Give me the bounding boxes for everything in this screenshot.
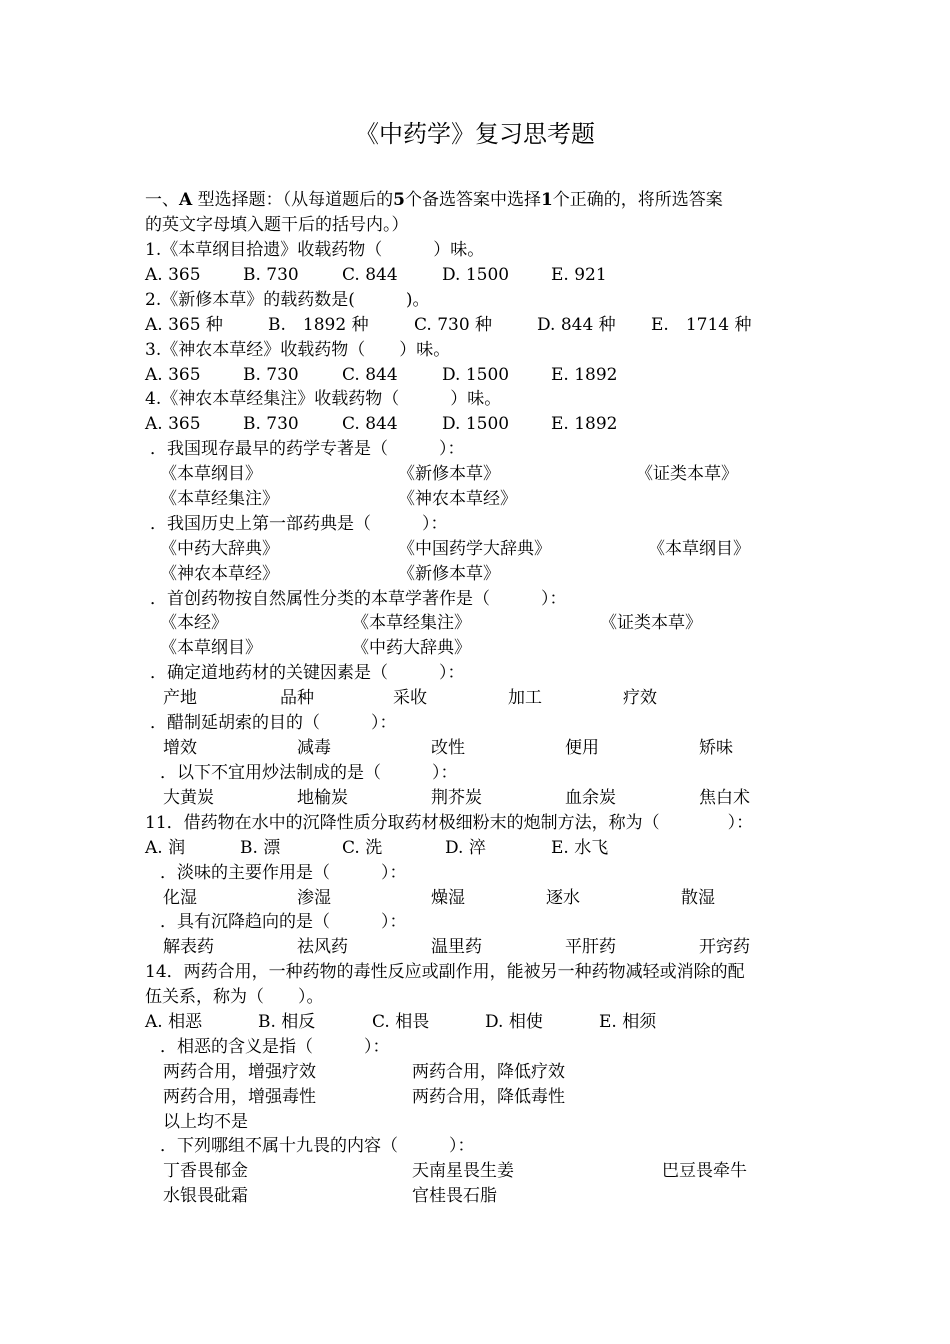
option: D. 844 种 [537, 315, 616, 335]
option: D. 淬 [445, 838, 486, 858]
option: B. 730 [243, 265, 299, 285]
option: 水银畏砒霜 [163, 1186, 248, 1206]
option: E. 1892 [551, 365, 618, 385]
question-8-stem: ．确定道地药材的关键因素是（ ）： [150, 663, 465, 683]
option: 血余炭 [565, 788, 616, 808]
option: 焦白术 [699, 788, 750, 808]
option: E. 1892 [551, 414, 618, 434]
option: C. 844 [342, 265, 398, 285]
question-11-stem: 11．借药物在水中的沉降性质分取药材极细粉末的炮制方法，称为（ ）： [145, 813, 754, 833]
question-9-stem: ．醋制延胡索的目的（ ）： [150, 713, 397, 733]
option: 平肝药 [565, 937, 616, 957]
option: 官桂畏石脂 [412, 1186, 497, 1206]
option: 两药合用，增强疗效 [163, 1062, 316, 1082]
option: 丁香畏郁金 [163, 1161, 248, 1181]
section-instructions [145, 188, 815, 238]
option: 减毒 [297, 738, 331, 758]
option: B. 730 [243, 414, 299, 434]
option: C. 相畏 [372, 1012, 430, 1032]
question-15-stem: ．相恶的含义是指（ ）： [160, 1037, 390, 1057]
option: A. 365 [145, 414, 201, 434]
option: E. 1714 种 [651, 315, 752, 335]
option: 《本草纲目》 [160, 638, 262, 658]
option: 荆芥炭 [431, 788, 482, 808]
option: 《中药大辞典》 [160, 539, 279, 559]
option: A. 润 [145, 838, 186, 858]
question-4-stem: 4.《神农本草经集注》收载药物（ ）味。 [145, 389, 502, 409]
option: A. 365 种 [145, 315, 223, 335]
option: 《本草经集注》 [160, 489, 279, 509]
option: A. 相恶 [145, 1012, 203, 1032]
option: B. 1892 种 [268, 315, 369, 335]
option: A. 365 [145, 365, 201, 385]
option: 《新修本草》 [398, 464, 500, 484]
option: 大黄炭 [163, 788, 214, 808]
option: 便用 [565, 738, 599, 758]
option: 以上均不是 [163, 1112, 248, 1132]
option: 《神农本草经》 [160, 564, 279, 584]
question-6-stem: ．我国历史上第一部药典是（ ）： [150, 514, 448, 534]
option: E. 921 [551, 265, 607, 285]
section-instructions-line2: 的英文字母填入题干后的括号内。） [145, 215, 409, 235]
option: C. 844 [342, 365, 398, 385]
option: 温里药 [431, 937, 482, 957]
option: 增效 [163, 738, 197, 758]
question-3-stem: 3.《神农本草经》收载药物（ ）味。 [145, 340, 451, 360]
question-16-stem: ．下列哪组不属十九畏的内容（ ）： [160, 1136, 475, 1156]
option: 化湿 [163, 888, 197, 908]
option: 两药合用，降低疗效 [412, 1062, 565, 1082]
question-5-stem: ．我国现存最早的药学专著是（ ）： [150, 439, 465, 459]
option: 《中国药学大辞典》 [398, 539, 551, 559]
option: B. 相反 [258, 1012, 316, 1032]
option: 燥湿 [431, 888, 465, 908]
document-title: 《中药学》复习思考题 [355, 120, 595, 148]
option: 两药合用，增强毒性 [163, 1087, 316, 1107]
option: 祛风药 [297, 937, 348, 957]
option: B. 730 [243, 365, 299, 385]
option: 《本草纲目》 [648, 539, 750, 559]
option: D. 1500 [442, 414, 510, 434]
option: 疗效 [623, 688, 657, 708]
question-10-stem: ．以下不宜用炒法制成的是（ ）： [160, 763, 458, 783]
option: 矫味 [699, 738, 733, 758]
option: 解表药 [163, 937, 214, 957]
option: 《神农本草经》 [398, 489, 517, 509]
question-14-stem-line1: 14．两药合用，一种药物的毒性反应或副作用，能被另一种药物减轻或消除的配 [145, 962, 745, 982]
question-2-stem: 2.《新修本草》的载药数是( )。 [145, 290, 430, 310]
option: C. 洗 [342, 838, 383, 858]
option: E. 水飞 [551, 838, 609, 858]
option: 巴豆畏牵牛 [662, 1161, 747, 1181]
option: 加工 [508, 688, 542, 708]
option: C. 730 种 [414, 315, 493, 335]
option: 地榆炭 [297, 788, 348, 808]
section-instructions-line1: 一、A 型选择题：（从每道题后的5个备选答案中选择1个正确的，将所选答案 [145, 190, 723, 210]
option: 产地 [163, 688, 197, 708]
option: 《本草纲目》 [160, 464, 262, 484]
option: 《证类本草》 [600, 613, 702, 633]
option: 《本经》 [160, 613, 228, 633]
option: E. 相须 [599, 1012, 657, 1032]
question-13-stem: ．具有沉降趋向的是（ ）： [160, 912, 407, 932]
option: A. 365 [145, 265, 201, 285]
option: D. 1500 [442, 265, 510, 285]
option: 渗湿 [297, 888, 331, 908]
question-7-stem: ．首创药物按自然属性分类的本草学著作是（ ）： [150, 589, 567, 609]
option: 天南星畏生姜 [412, 1161, 514, 1181]
question-14-stem-line2: 伍关系，称为（ ）。 [145, 987, 324, 1007]
option: 《新修本草》 [398, 564, 500, 584]
option: 品种 [280, 688, 314, 708]
option: 改性 [431, 738, 465, 758]
option: 两药合用，降低毒性 [412, 1087, 565, 1107]
question-1-stem: 1.《本草纲目拾遗》收载药物（ ）味。 [145, 240, 485, 260]
option: 《中药大辞典》 [352, 638, 471, 658]
option: 《证类本草》 [636, 464, 738, 484]
option: 《本草经集注》 [352, 613, 471, 633]
option: 逐水 [546, 888, 580, 908]
question-12-stem: ．淡味的主要作用是（ ）： [160, 863, 407, 883]
option: 采收 [393, 688, 427, 708]
option: 散湿 [681, 888, 715, 908]
option: D. 1500 [442, 365, 510, 385]
option: D. 相使 [485, 1012, 543, 1032]
option: B. 漂 [240, 838, 281, 858]
option: C. 844 [342, 414, 398, 434]
option: 开窍药 [699, 937, 750, 957]
